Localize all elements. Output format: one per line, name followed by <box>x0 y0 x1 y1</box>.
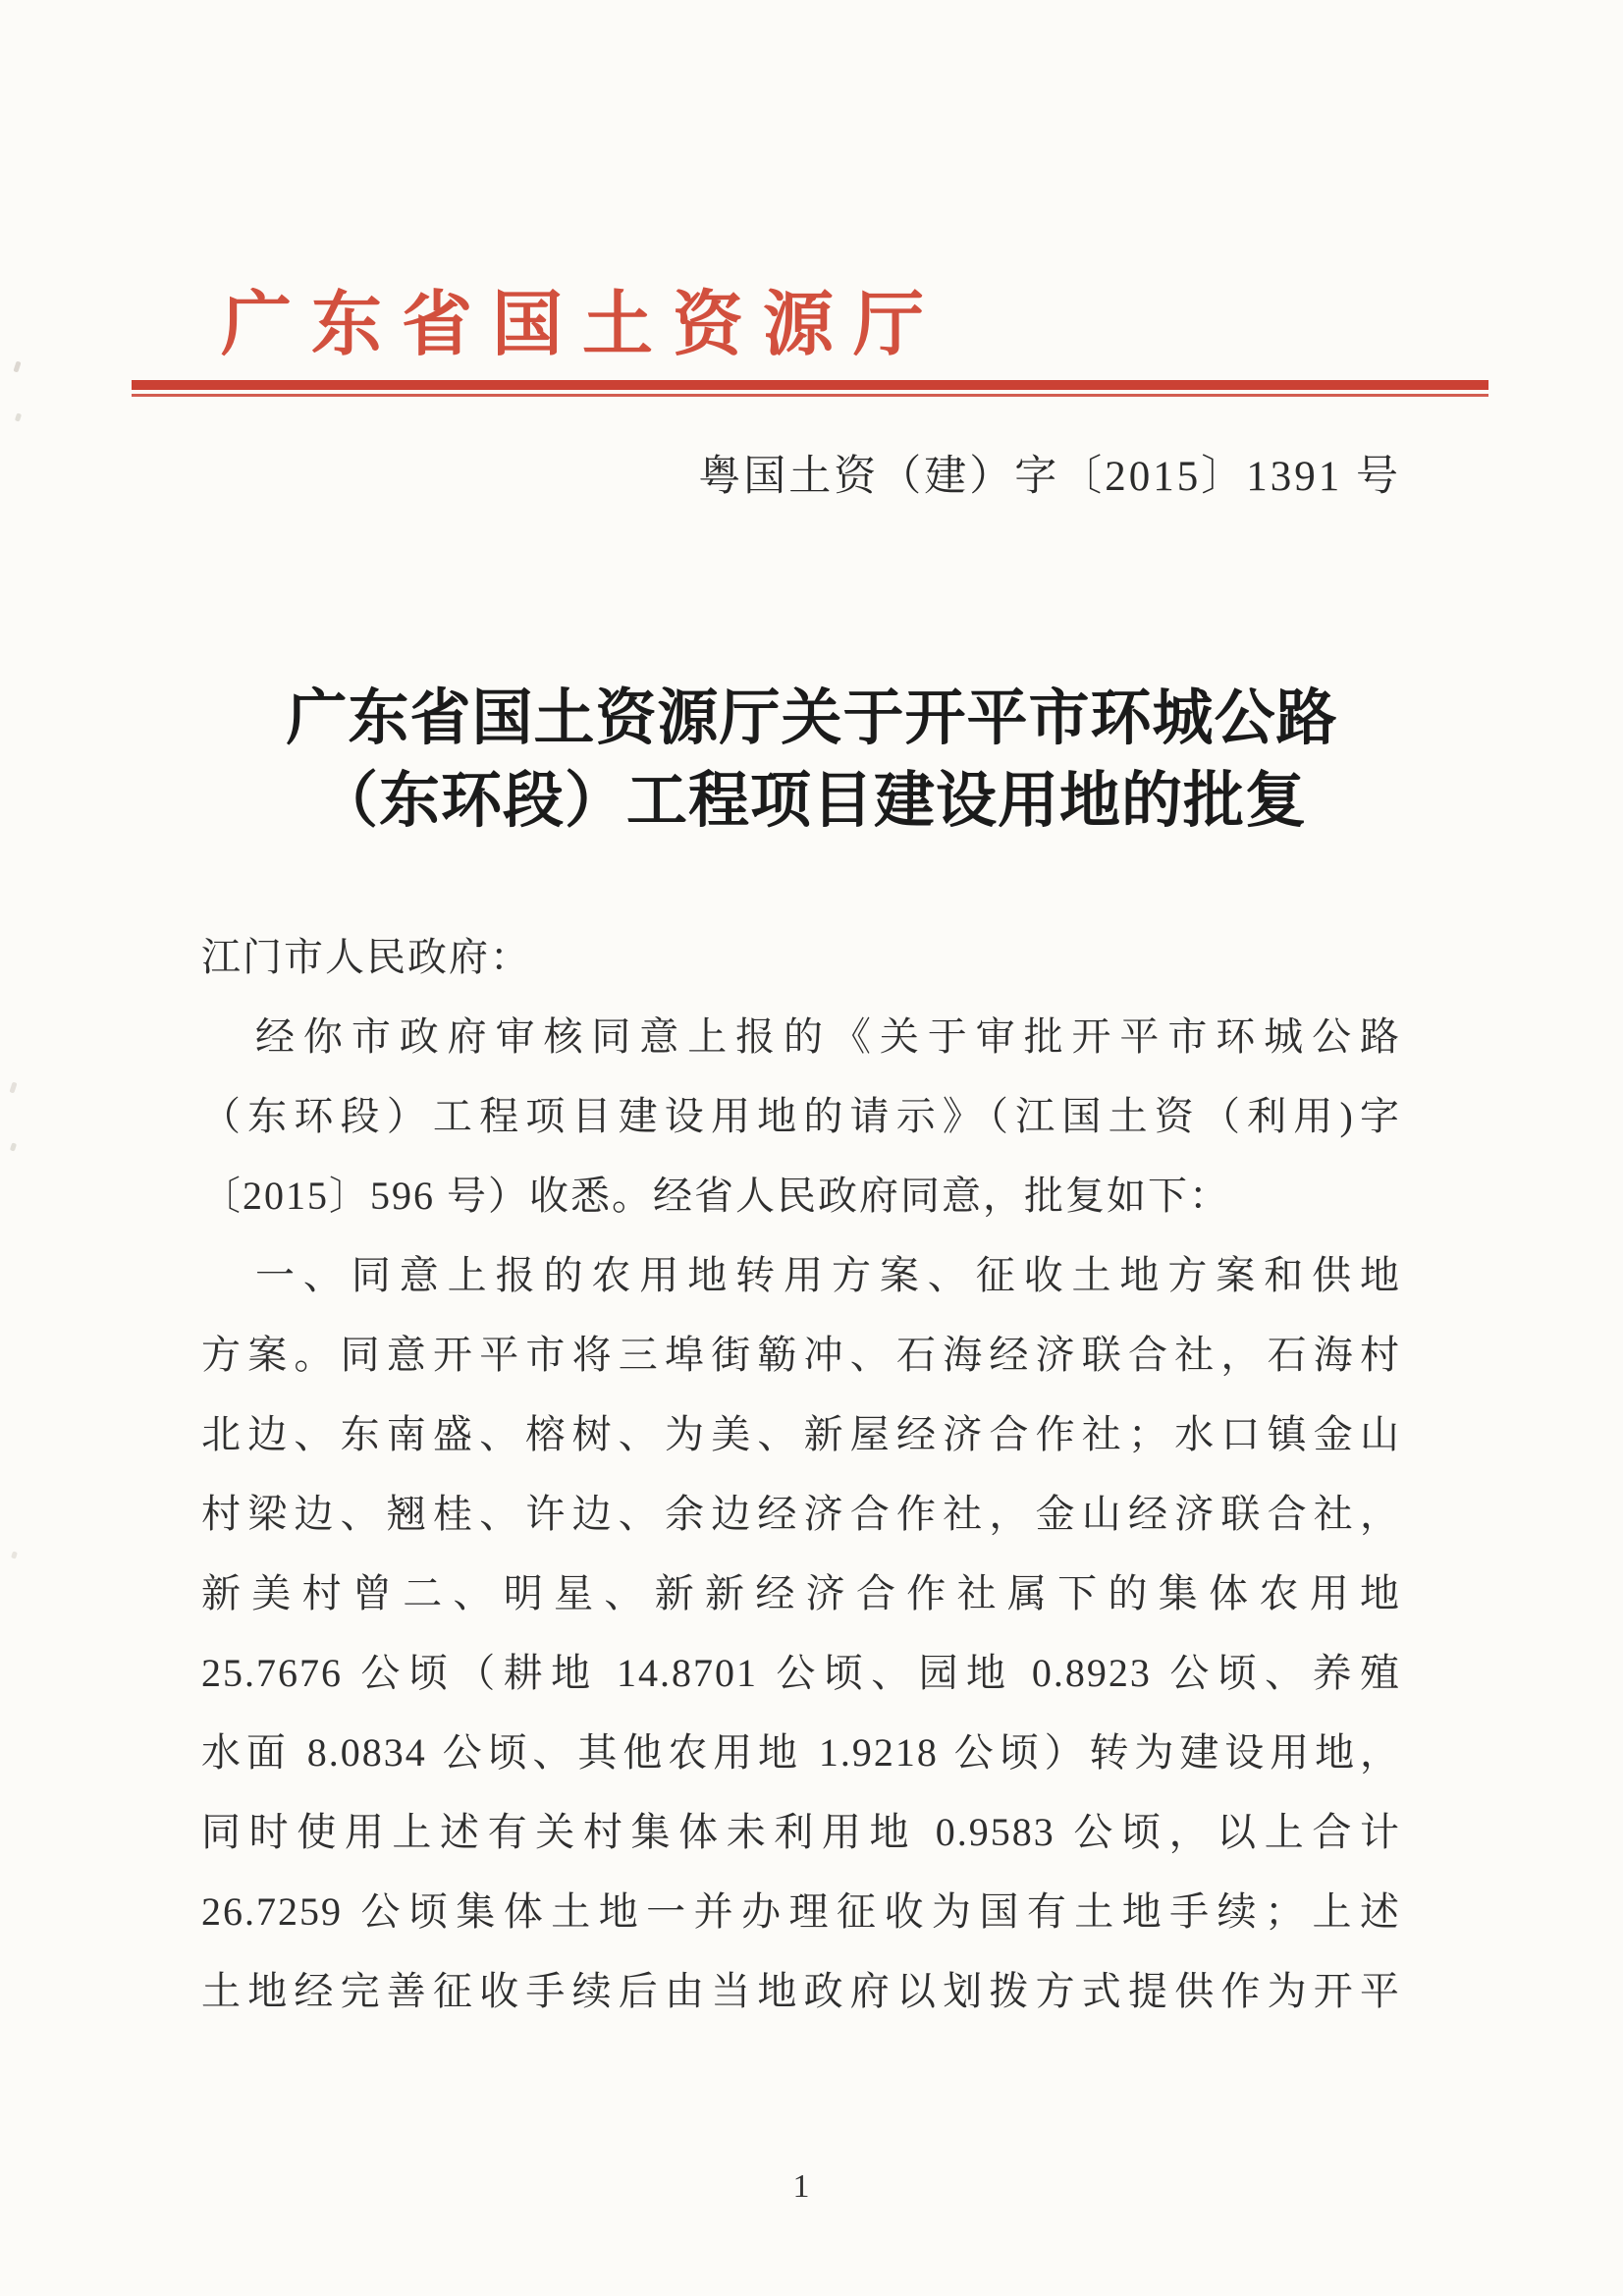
scan-speck <box>15 412 22 421</box>
letterhead-rule-thick <box>132 380 1488 390</box>
document-title-line1: 广东省国土资源厅关于开平市环城公路 <box>286 685 1338 752</box>
scan-speck <box>13 360 21 372</box>
letterhead-agency-name: 广 东 省 国 土 资 源 厅 <box>221 286 926 364</box>
body-text-line: 村梁边、翘桂、许边、余边经济合作社，金山经济联合社， <box>201 1492 1401 1536</box>
scan-speck <box>9 1081 17 1093</box>
body-text-line: 25.7676 公顷（耕地 14.8701 公顷、园地 0.8923 公顷、养殖 <box>201 1651 1401 1695</box>
body-text-line: 北边、东南盛、榕树、为美、新屋经济合作社；水口镇金山 <box>201 1412 1401 1456</box>
document-title <box>115 678 1509 843</box>
body-text-line: 经你市政府审核同意上报的《关于审批开平市环城公路 <box>255 1014 1401 1059</box>
document-title-line2: （东环段）工程项目建设用地的批复 <box>316 768 1307 835</box>
body-text-line: （东环段）工程项目建设用地的请示》（江国土资（利用)字 <box>201 1094 1401 1138</box>
body-text-line: 同时使用上述有关村集体未利用地 0.9583 公顷，以上合计 <box>201 1810 1401 1854</box>
salutation-line: 江门市人民政府： <box>201 935 531 979</box>
document-body <box>201 917 1401 2031</box>
body-text-line: 〔2015〕596 号）收悉。经省人民政府同意，批复如下： <box>201 1174 1230 1218</box>
scan-speck <box>11 1551 18 1558</box>
scan-speck <box>10 1142 17 1151</box>
body-text-line: 新美村曾二、明星、新新经济合作社属下的集体农用地 <box>201 1571 1401 1615</box>
page-number: 1 <box>792 2168 810 2205</box>
document-reference-number: 粤国土资（建）字〔2015〕1391 号 <box>698 454 1401 500</box>
letterhead-rule-thin <box>132 394 1488 397</box>
body-text-line: 方案。同意开平市将三埠街簕冲、石海经济联合社，石海村 <box>201 1333 1401 1377</box>
body-text-line: 水面 8.0834 公顷、其他农用地 1.9218 公顷）转为建设用地， <box>201 1730 1401 1775</box>
body-text-line: 一、同意上报的农用地转用方案、征收土地方案和供地 <box>255 1253 1401 1297</box>
body-text-line: 土地经完善征收手续后由当地政府以划拨方式提供作为开平 <box>201 1969 1401 2013</box>
body-text-line: 26.7259 公顷集体土地一并办理征收为国有土地手续；上述 <box>201 1889 1401 1934</box>
